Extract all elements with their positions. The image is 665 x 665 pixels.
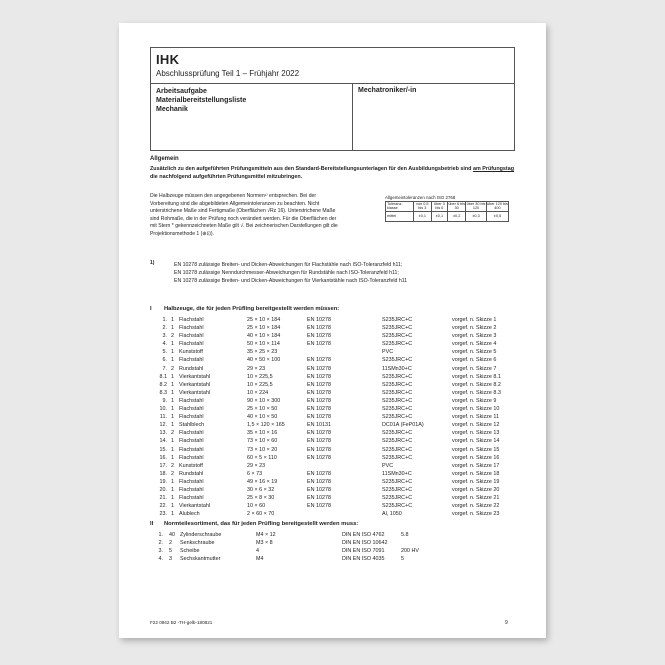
material-row (150, 470, 515, 478)
item-quantity: 1 (171, 349, 174, 356)
section-title: Normteilesortiment, das für jeden Prüfling bereitgestellt werden muss: (164, 521, 359, 527)
item-name: Kunststoff (179, 462, 203, 469)
part-quantity: 2 (169, 540, 172, 547)
item-norm: EN 10278 (307, 470, 331, 477)
part-norm: DIN EN ISO 7091 (342, 548, 385, 555)
tolerance-range: über 30 bis 120 (466, 202, 486, 211)
item-quantity: 1 (171, 511, 174, 518)
item-dimensions: 10 × 225,5 (247, 373, 273, 380)
item-note: vorgef. n. Skizze 8.3 (452, 389, 501, 396)
material-row (150, 478, 515, 486)
item-quantity: 1 (171, 397, 174, 404)
material-row (150, 389, 515, 397)
item-note: vorgef. n. Skizze 21 (452, 495, 500, 502)
item-dimensions: 10 × 60 (247, 503, 266, 510)
item-quantity: 1 (171, 414, 174, 421)
general-intro (150, 165, 515, 181)
item-name: Flachstahl (179, 430, 204, 437)
item-note: vorgef. n. Skizze 23 (452, 511, 500, 518)
item-norm: EN 10278 (307, 478, 331, 485)
material-row (150, 381, 515, 389)
item-position: 22. (159, 503, 167, 510)
item-dimensions: 73 × 10 × 20 (247, 446, 278, 453)
material-row (150, 510, 515, 518)
item-norm: EN 10278 (307, 406, 331, 413)
item-quantity: 1 (171, 422, 174, 429)
item-material: S235JRC+C (382, 341, 413, 348)
item-position: 15. (159, 446, 167, 453)
part-size: 4 (256, 548, 259, 555)
task-block (151, 84, 353, 151)
part-grade: 200 HV (401, 548, 419, 555)
item-norm: EN 10278 (307, 486, 331, 493)
footnote-line: EN 10278 zulässige Nenndurchmesser-Abweichungen für Rundstähle nach ISO-Toleranzfeld h11; (174, 270, 399, 277)
material-row (150, 340, 515, 348)
norm-paragraph: Die Halbzeuge müssen den angegebenen Normen¹⁾ entsprechen. Bei der Vorbereitung sind die abgebildeten Allgemeintoleranzen zu beachten. Nicht unterstrichene Maße sind Fertigmaße (Oberflächen √Rz 16). Unterstrichene Maße sind Rohmaße, die in der Prüfung noch verändert werden. Für die Oberflächen der mit Stern * gekennzeichneten Maße gilt √. Bei zeichnerischen Darstellungen gilt die Projektionsmethode 1 (⊕⊡). (150, 193, 338, 237)
item-note: vorgef. n. Skizze 20 (452, 486, 500, 493)
footer-code: F22 0942 B2 -TH-gelb-180821 (150, 620, 213, 625)
item-note: vorgef. n. Skizze 8.2 (452, 381, 501, 388)
item-name: Flachstahl (179, 495, 204, 502)
profession: Mechatroniker/-in (358, 87, 417, 94)
item-material: DC01A (FeP01A) (382, 422, 424, 429)
intro-underlined: am Prüfungstag (472, 166, 515, 172)
footnote-line: EN 10278 zulässige Breiten- und Dicken-Abweichungen für Flachstähle nach ISO-Toleranzfeld h11; (174, 262, 403, 268)
item-name: Flachstahl (179, 438, 204, 445)
item-dimensions: 90 × 10 × 300 (247, 397, 281, 404)
item-norm: EN 10278 (307, 430, 331, 437)
item-norm: EN 10278 (307, 397, 331, 404)
item-dimensions: 35 × 25 × 23 (247, 349, 278, 356)
item-material: S235JRC+C (382, 389, 413, 396)
item-position: 8.3 (159, 389, 167, 396)
material-row (150, 397, 515, 405)
part-row (150, 555, 515, 563)
item-name: Kunststoff (179, 349, 203, 356)
section-number: I (150, 306, 152, 312)
tolerance-value: ±0,5 (486, 211, 508, 221)
item-position: 5. (162, 349, 167, 356)
part-name: Zylinderschraube (180, 532, 222, 538)
material-row (150, 462, 515, 470)
standard-parts-list (150, 531, 515, 563)
header-box (150, 47, 515, 151)
tolerance-range: über 3 bis 6 (431, 202, 448, 212)
item-note: vorgef. n. Skizze 19 (452, 478, 500, 485)
item-note: vorgef. n. Skizze 11 (452, 414, 499, 421)
item-quantity: 1 (171, 381, 174, 388)
intro-text-end: die nachfolgend aufgeführten Prüfungsmittel mitzubringen. (150, 174, 303, 180)
page-number: 9 (505, 620, 508, 626)
item-position: 13. (159, 430, 167, 437)
material-row (150, 494, 515, 502)
item-norm: EN 10278 (307, 503, 331, 510)
part-row (150, 539, 515, 547)
item-norm: EN 10278 (307, 454, 331, 461)
item-dimensions: 30 × 6 × 32 (247, 486, 275, 493)
item-position: 6. (162, 357, 167, 364)
item-note: vorgef. n. Skizze 3 (452, 333, 497, 340)
item-norm: EN 10278 (307, 446, 331, 453)
item-name: Flachstahl (179, 454, 204, 461)
item-material: S235JRC+C (382, 381, 413, 388)
item-norm: EN 10131 (307, 422, 331, 429)
item-note: vorgef. n. Skizze 5 (452, 349, 497, 356)
item-material: PVC (382, 349, 394, 356)
item-material: S235JRC+C (382, 438, 413, 445)
material-row (150, 324, 515, 332)
semi-finished-list (150, 316, 515, 518)
item-dimensions: 73 × 10 × 60 (247, 438, 278, 445)
part-grade: 5.8 (401, 532, 409, 538)
part-position: 4. (158, 556, 163, 563)
item-dimensions: 40 × 10 × 184 (247, 333, 281, 340)
material-row (150, 365, 515, 373)
item-material: S235JRC+C (382, 325, 413, 332)
item-material: 11SMn30+C (382, 470, 412, 477)
item-position: 4. (162, 341, 167, 348)
profession-block (353, 84, 515, 151)
part-quantity: 5 (169, 548, 172, 555)
item-position: 18. (159, 470, 167, 477)
part-size: M4 (256, 556, 264, 563)
item-quantity: 2 (171, 365, 174, 372)
tolerance-value: ±0,1 (431, 211, 448, 221)
item-position: 23. (159, 511, 167, 518)
item-norm: EN 10278 (307, 333, 331, 340)
item-note: vorgef. n. Skizze 2 (452, 325, 497, 332)
tolerance-label: Toleranz-klasse (386, 202, 414, 212)
item-material: S235JRC+C (382, 333, 413, 340)
material-row (150, 437, 515, 445)
item-dimensions: 29 × 23 (247, 462, 266, 469)
item-note: vorgef. n. Skizze 17 (452, 462, 500, 469)
part-quantity: 3 (169, 556, 172, 563)
item-norm: EN 10278 (307, 438, 331, 445)
item-note: vorgef. n. Skizze 15 (452, 446, 500, 453)
item-quantity: 1 (171, 325, 174, 332)
item-material: S235JRC+C (382, 397, 413, 404)
item-quantity: 1 (171, 389, 174, 396)
item-material: S235JRC+C (382, 486, 413, 493)
part-row (150, 547, 515, 555)
item-quantity: 1 (171, 486, 174, 493)
footnote-line: EN 10278 zulässige Breiten- und Dicken-Abweichungen für Vierkantstähle nach ISO-Toleranzfeld h11 (174, 278, 408, 285)
material-row (150, 332, 515, 340)
tolerance-range: über 6 bis 30 (448, 202, 465, 211)
item-quantity: 1 (171, 317, 174, 323)
material-row (150, 348, 515, 356)
part-norm: DIN EN ISO 4035 (342, 556, 385, 563)
material-row (150, 502, 515, 510)
item-name: Flachstahl (179, 406, 204, 413)
item-quantity: 1 (171, 341, 174, 348)
part-position: 3. (158, 548, 163, 555)
part-norm: DIN EN ISO 10642 (342, 540, 388, 547)
footnotes (174, 261, 514, 286)
item-material: S235JRC+C (382, 373, 413, 380)
tolerance-range: von 0,5 bis 3 (414, 202, 432, 212)
item-position: 17. (159, 462, 167, 469)
item-note: vorgef. n. Skizze 7 (452, 365, 497, 372)
part-size: M4 × 12 (256, 532, 276, 538)
intro-text: Zusätzlich zu den aufgeführten Prüfungsmitteln aus den Standard-Bereitstellungsunterlagen für den Ausbildungsbetrieb sind (150, 166, 473, 172)
tolerance-table (385, 195, 515, 222)
part-position: 1. (158, 532, 163, 538)
item-material: S235JRC+C (382, 478, 413, 485)
item-note: vorgef. n. Skizze 13 (452, 430, 500, 437)
item-dimensions: 35 × 10 × 16 (247, 430, 278, 437)
item-dimensions: 6 × 73 (247, 470, 263, 477)
item-name: Flachstahl (179, 397, 204, 404)
item-position: 2. (162, 325, 167, 332)
task-line: Arbeitsaufgabe (156, 88, 207, 95)
task-line: Mechanik (156, 106, 188, 113)
item-quantity: 1 (171, 478, 174, 485)
tolerance-class: mittel (386, 211, 414, 221)
item-norm: EN 10278 (307, 414, 331, 421)
item-dimensions: 25 × 10 × 50 (247, 406, 278, 413)
item-material: S235JRC+C (382, 446, 413, 453)
item-name: Flachstahl (179, 333, 204, 340)
item-dimensions: 50 × 10 × 114 (247, 341, 280, 348)
item-note: vorgef. n. Skizze 8.1 (452, 373, 501, 380)
item-material: S235JRC+C (382, 430, 413, 437)
item-note: vorgef. n. Skizze 10 (452, 406, 500, 413)
tolerance-value: ±0,3 (466, 211, 487, 221)
item-material: Al, 1050 (382, 511, 402, 518)
item-name: Vierkantstahl (179, 503, 211, 510)
item-norm: EN 10278 (307, 317, 331, 323)
part-norm: DIN EN ISO 4762 (342, 532, 385, 538)
item-dimensions: 25 × 10 × 184 (247, 325, 281, 332)
material-row (150, 413, 515, 421)
item-norm: EN 10278 (307, 381, 331, 388)
item-note: vorgef. n. Skizze 12 (452, 422, 500, 429)
item-name: Flachstahl (179, 446, 204, 453)
section-number: II (150, 521, 154, 527)
org-title: IHK (156, 52, 180, 67)
item-quantity: 1 (171, 357, 174, 364)
item-note: vorgef. n. Skizze 6 (452, 357, 497, 364)
item-note: vorgef. n. Skizze 22 (452, 503, 500, 510)
item-name: Flachstahl (179, 414, 204, 421)
item-name: Flachstahl (179, 357, 204, 364)
item-dimensions: 25 × 8 × 30 (247, 495, 275, 502)
item-dimensions: 40 × 10 × 50 (247, 414, 278, 421)
item-norm: EN 10278 (307, 325, 331, 332)
item-quantity: 1 (171, 454, 174, 461)
item-position: 11. (159, 414, 167, 421)
material-row (150, 454, 515, 462)
header-top (151, 48, 514, 84)
item-position: 16. (159, 454, 167, 461)
item-name: Flachstahl (179, 325, 204, 332)
item-dimensions: 1,5 × 120 × 165 (247, 422, 285, 429)
item-norm: EN 10278 (307, 341, 331, 348)
part-name: Senkschraube (180, 540, 215, 547)
general-heading: Allgemein (150, 156, 179, 162)
item-quantity: 2 (171, 470, 174, 477)
item-name: Flachstahl (179, 486, 204, 493)
item-quantity: 1 (171, 438, 174, 445)
item-dimensions: 40 × 50 × 100 (247, 357, 281, 364)
item-position: 20. (159, 486, 167, 493)
footnote-mark: 1) (150, 260, 155, 266)
item-position: 7. (162, 365, 167, 372)
part-quantity: 40 (169, 532, 175, 538)
material-row (150, 429, 515, 437)
item-note: vorgef. n. Skizze 16 (452, 454, 500, 461)
item-quantity: 1 (171, 406, 174, 413)
part-row (150, 531, 515, 539)
material-row (150, 373, 515, 381)
item-name: Flachstahl (179, 341, 204, 348)
item-dimensions: 49 × 16 × 19 (247, 478, 278, 485)
tolerance-value: ±0,2 (448, 211, 466, 221)
item-position: 14. (159, 438, 167, 445)
item-quantity: 2 (171, 430, 174, 437)
item-material: S235JRC+C (382, 357, 413, 364)
item-quantity: 1 (171, 495, 174, 502)
item-note: vorgef. n. Skizze 1 (452, 317, 497, 323)
item-norm: EN 10278 (307, 357, 331, 364)
item-material: 11SMn30+C (382, 365, 412, 372)
item-quantity: 1 (171, 373, 174, 380)
item-dimensions: 2 × 60 × 70 (247, 511, 275, 518)
item-name: Flachstahl (179, 317, 204, 323)
item-material: PVC (382, 462, 394, 469)
material-row (150, 446, 515, 454)
item-name: Stahlblech (179, 422, 205, 429)
item-dimensions: 60 × 5 × 110 (247, 454, 277, 461)
item-note: vorgef. n. Skizze 4 (452, 341, 497, 348)
item-position: 8.2 (159, 381, 167, 388)
item-position: 10. (159, 406, 167, 413)
item-quantity: 1 (171, 446, 174, 453)
item-dimensions: 10 × 224 (247, 389, 269, 396)
item-material: S235JRC+C (382, 406, 413, 413)
item-quantity: 2 (171, 333, 174, 340)
item-norm: EN 10278 (307, 389, 331, 396)
item-dimensions: 29 × 23 (247, 365, 266, 372)
item-dimensions: 25 × 10 × 184 (247, 317, 281, 323)
tolerance-range: über 120 bis 400 (486, 202, 508, 211)
item-material: S235JRC+C (382, 495, 413, 502)
item-name: Rundstahl (179, 365, 204, 372)
item-quantity: 2 (171, 462, 174, 469)
item-name: Flachstahl (179, 478, 204, 485)
material-row (150, 405, 515, 413)
item-norm: EN 10278 (307, 365, 331, 372)
part-name: Sechskantmutter (180, 556, 221, 563)
material-row (150, 316, 515, 324)
item-material: S235JRC+C (382, 414, 413, 421)
item-material: S235JRC+C (382, 317, 413, 323)
item-norm: EN 10278 (307, 373, 331, 380)
exam-title: Abschlussprüfung Teil 1 – Frühjahr 2022 (156, 69, 300, 78)
item-position: 21. (159, 495, 167, 502)
item-position: 8.1 (159, 373, 167, 380)
item-name: Alublech (179, 511, 200, 518)
material-row (150, 486, 515, 494)
item-note: vorgef. n. Skizze 14 (452, 438, 500, 445)
task-line: Materialbereitstellungsliste (156, 97, 247, 104)
item-name: Vierkantstahl (179, 373, 211, 380)
material-row (150, 421, 515, 429)
item-position: 1. (162, 317, 167, 323)
item-position: 12. (159, 422, 167, 429)
item-position: 19. (159, 478, 167, 485)
part-grade: 5 (401, 556, 404, 563)
part-name: Scheibe (180, 548, 200, 555)
item-position: 3. (162, 333, 167, 340)
tolerance-caption: Allgemeintoleranzen nach ISO 2768 (385, 195, 456, 200)
item-dimensions: 10 × 225,5 (247, 381, 273, 388)
part-size: M3 × 8 (256, 540, 273, 547)
item-note: vorgef. n. Skizze 9 (452, 397, 497, 404)
item-name: Rundstahl (179, 470, 204, 477)
item-quantity: 1 (171, 503, 174, 510)
item-norm: EN 10278 (307, 495, 331, 502)
document-page (119, 23, 546, 638)
item-name: Vierkantstahl (179, 389, 211, 396)
material-row (150, 356, 515, 364)
item-name: Vierkantstahl (179, 381, 211, 388)
item-material: S235JRC+C (382, 454, 413, 461)
item-material: S235JRC+C (382, 503, 413, 510)
item-note: vorgef. n. Skizze 18 (452, 470, 500, 477)
item-position: 9. (162, 397, 167, 404)
section-title: Halbzeuge, die für jeden Prüfling bereitgestellt werden müssen: (164, 306, 340, 312)
tolerance-value: ±0,1 (414, 211, 432, 221)
part-position: 2. (158, 540, 163, 547)
